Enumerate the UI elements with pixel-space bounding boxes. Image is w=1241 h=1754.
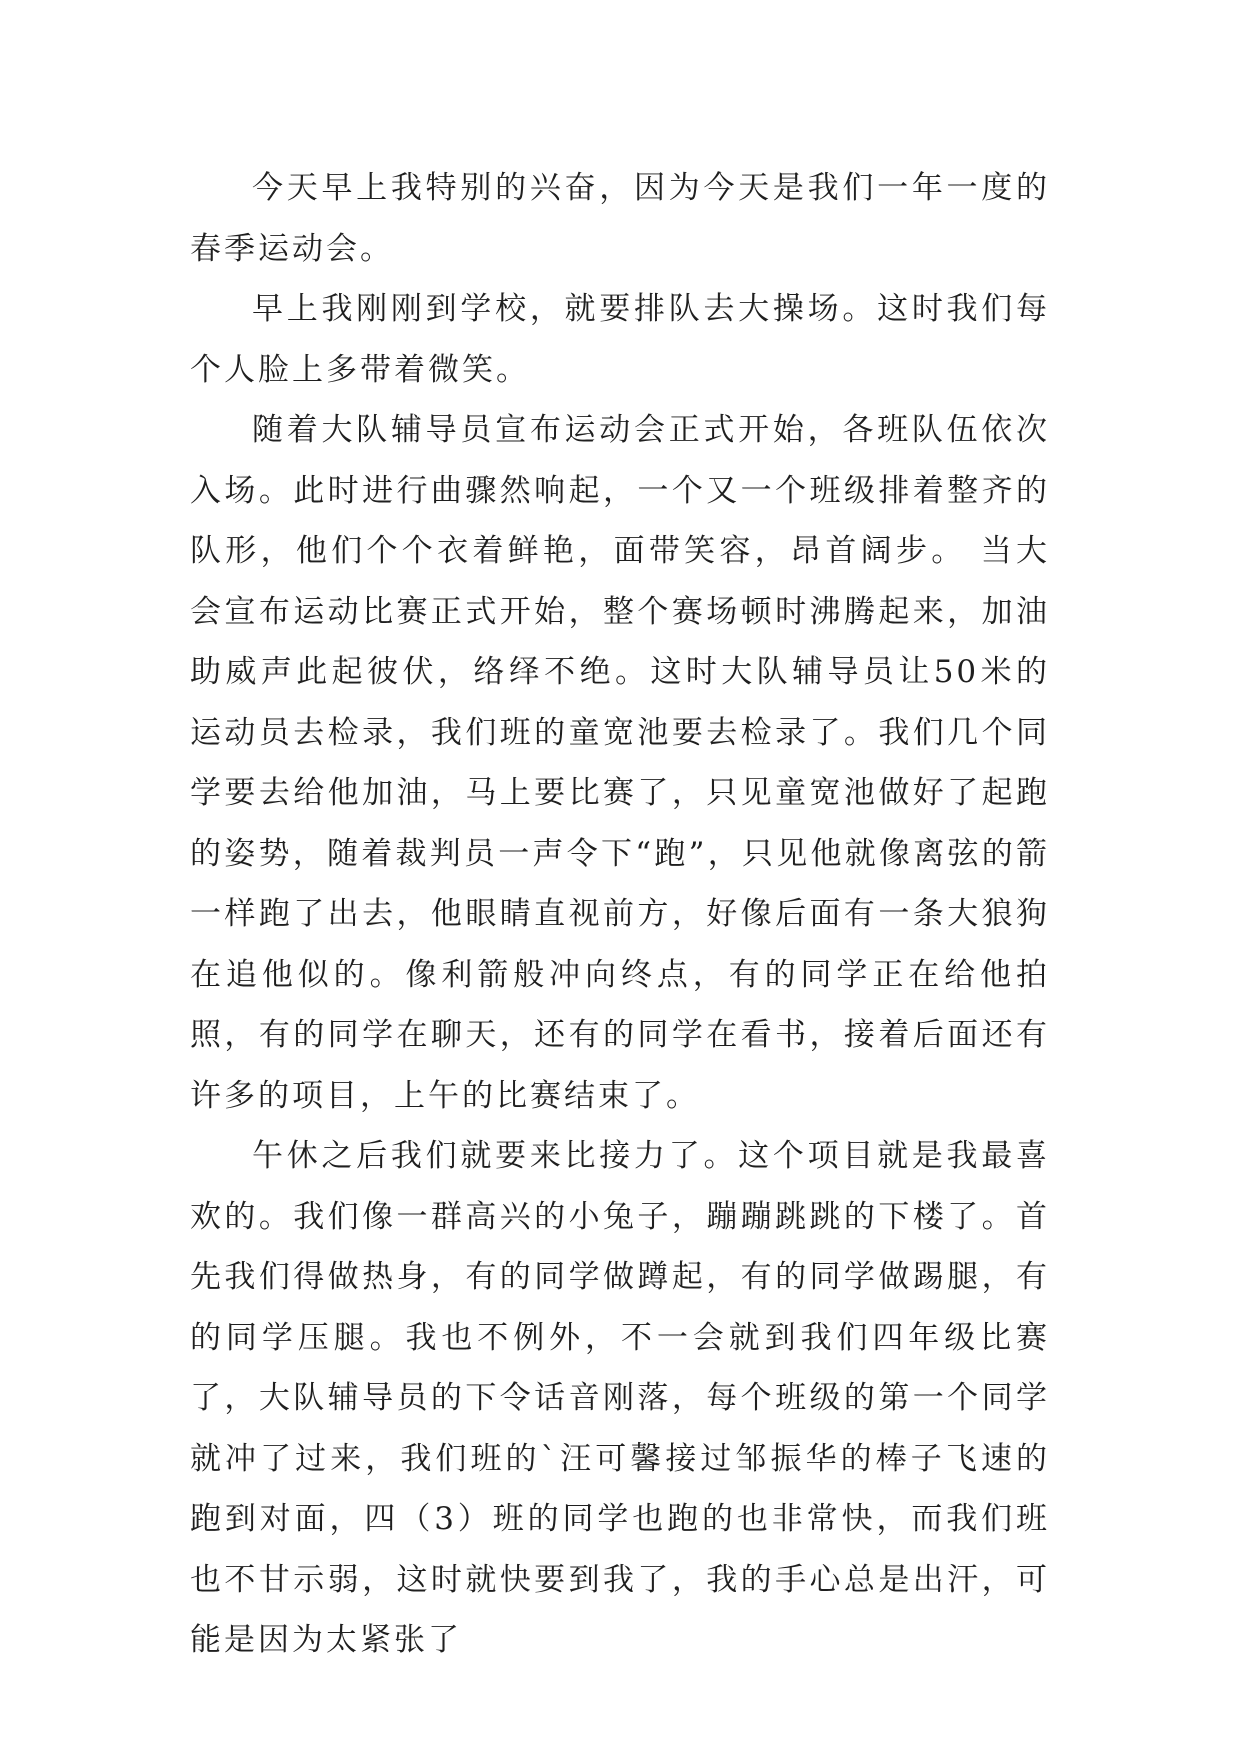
paragraph-2: 早上我刚刚到学校，就要排队去大操场。这时我们每个人脸上多带着微笑。 bbox=[190, 291, 1050, 388]
paragraph-4: 午休之后我们就要来比接力了。这个项目就是我最喜欢的。我们像一群高兴的小兔子，蹦蹦跳跳的下楼了。首先我们得做热身，有的同学做蹲起，有的同学做踢腿，有的同学压腿。我也不例外，不一会就到我们四年级比赛了，大队辅导员的下令话音刚落，每个班级的第一个同学就冲了过来，我们班的`汪可馨接过邹振华的棒子飞速的跑到对面，四（3）班的同学也跑的也非常快，而我们班也不甘示弱，这时就快要到我了，我的手心总是出汗，可能是因为太紧张了 bbox=[190, 1138, 1050, 1658]
paragraph-3: 随着大队辅导员宣布运动会正式开始，各班队伍依次入场。此时进行曲骤然响起，一个又一个班级排着整齐的队形，他们个个衣着鲜艳，面带笑容，昂首阔步。 当大会宣布运动比赛正式开始，整个赛场顿时沸腾起来，加油助威声此起彼伏，络绎不绝。这时大队辅导员让50米的运动员去检录，我们班的童宽池要去检录了。我们几个同学要去给他加油，马上要比赛了，只见童宽池做好了起跑的姿势，随着裁判员一声令下“跑”，只见他就像离弦的箭一样跑了出去，他眼睛直视前方，好像后面有一条大狼狗在追他似的。像利箭般冲向终点，有的同学正在给他拍照，有的同学在聊天，还有的同学在看书，接着后面还有许多的项目，上午的比赛结束了。 bbox=[190, 412, 1050, 1114]
document-body bbox=[190, 158, 1050, 1671]
paragraph-1: 今天早上我特别的兴奋，因为今天是我们一年一度的春季运动会。 bbox=[190, 170, 1050, 267]
